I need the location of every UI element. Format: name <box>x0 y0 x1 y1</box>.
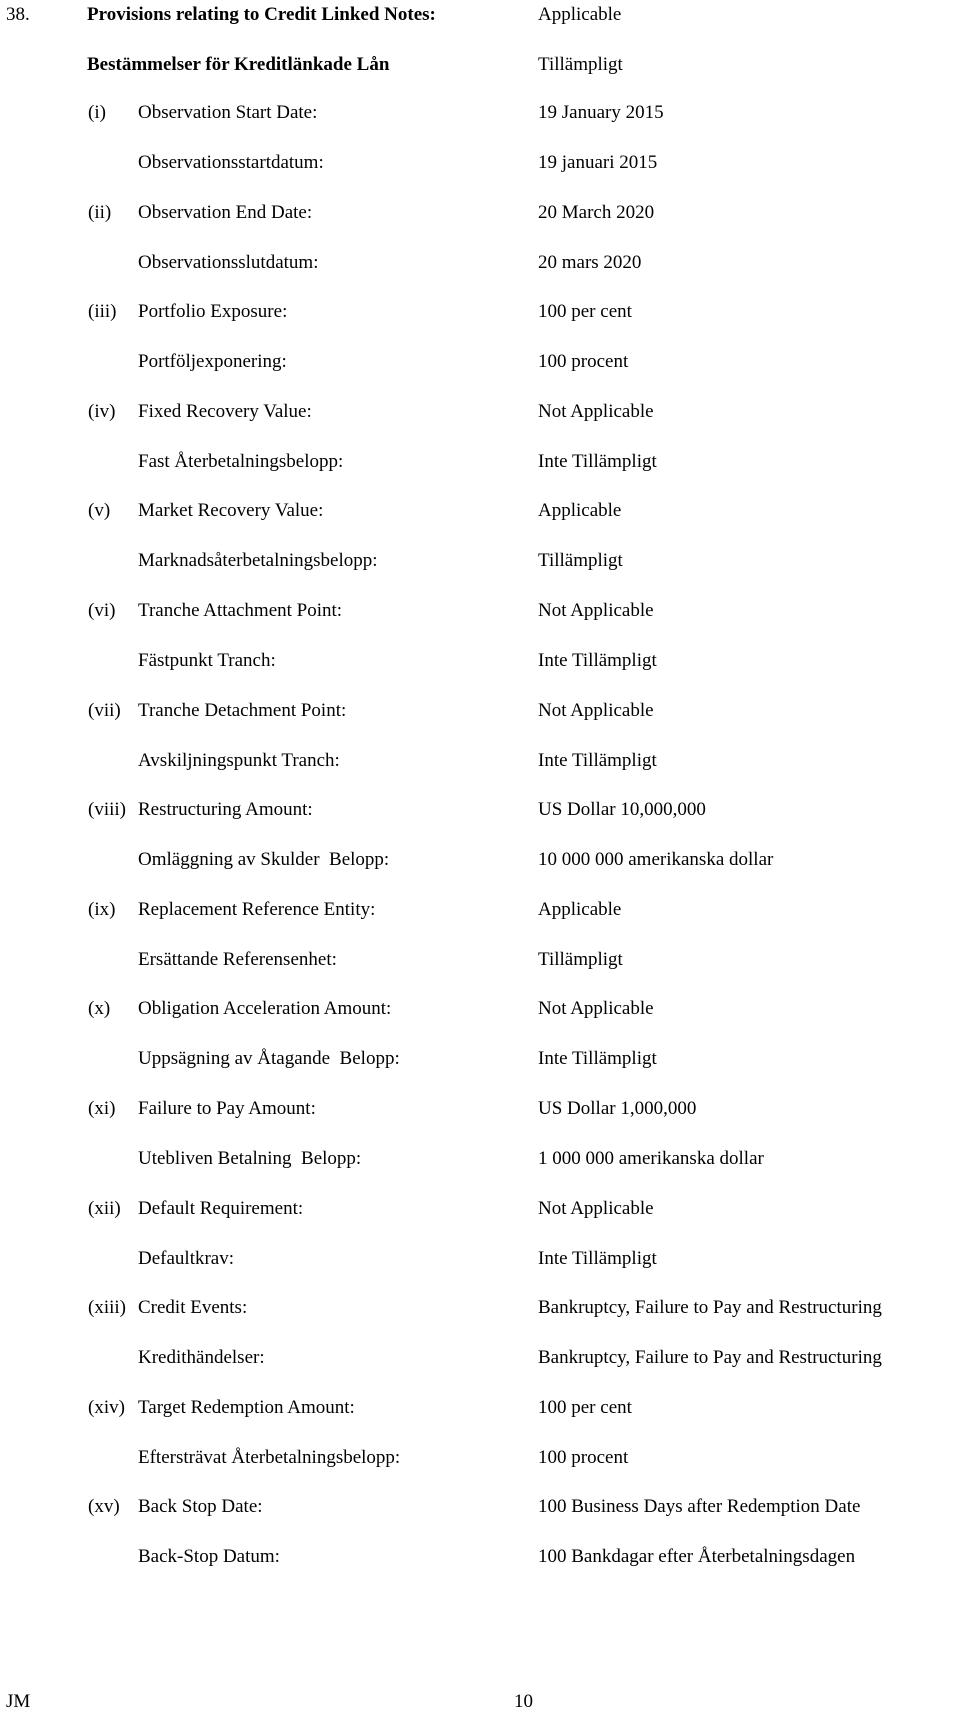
provision-row-english <box>0 1497 960 1521</box>
provision-label-english: Market Recovery Value: <box>138 500 324 522</box>
provision-row-english <box>0 1099 960 1123</box>
provision-row-swedish <box>0 950 960 974</box>
provision-row-swedish <box>0 1049 960 1073</box>
provision-label-swedish: Back-Stop Datum: <box>138 1546 280 1568</box>
provision-label-english: Tranche Attachment Point: <box>138 600 343 621</box>
provision-value-swedish: Inte Tillämpligt <box>538 650 657 671</box>
provision-value-english: Bankruptcy, Failure to Pay and Restructuring <box>538 1297 882 1319</box>
provision-value-english: 20 March 2020 <box>538 201 655 223</box>
provision-row-swedish <box>0 1149 960 1173</box>
provision-row-swedish <box>0 651 960 675</box>
provision-row-swedish <box>0 751 960 775</box>
provision-number: (vi) <box>88 600 116 621</box>
provision-value-swedish: 1 000 000 amerikanska dollar <box>538 1148 764 1169</box>
section-number: 38. <box>6 4 30 25</box>
provision-label-english: Tranche Detachment Point: <box>138 699 347 721</box>
provision-number: (xii) <box>88 1197 121 1219</box>
provision-row-english <box>0 103 960 127</box>
provision-label-english: Obligation Acceleration Amount: <box>138 998 392 1020</box>
provision-number: (iv) <box>88 400 116 422</box>
provision-row-english <box>0 1199 960 1223</box>
provision-row-swedish <box>0 850 960 874</box>
section-status-swedish: Tillämpligt <box>538 54 623 75</box>
provision-number: (ii) <box>88 201 112 223</box>
provision-number: (ix) <box>88 898 116 920</box>
provision-row-english <box>0 1398 960 1422</box>
provision-row-english <box>0 601 960 625</box>
provision-number: (xiii) <box>88 1297 126 1319</box>
provision-label-swedish: Observationsstartdatum: <box>138 152 324 173</box>
provision-label-swedish: Utebliven Betalning Belopp: <box>138 1148 362 1169</box>
provision-number: (xi) <box>88 1098 116 1119</box>
provision-label-swedish: Fästpunkt Tranch: <box>138 650 276 671</box>
provision-row-swedish <box>0 352 960 376</box>
provision-value-english: Not Applicable <box>538 699 654 721</box>
provision-value-swedish: Tillämpligt <box>538 948 623 970</box>
provision-value-swedish: Bankruptcy, Failure to Pay and Restructuring <box>538 1347 882 1369</box>
provision-label-english: Restructuring Amount: <box>138 799 313 821</box>
provision-row-swedish <box>0 253 960 277</box>
provision-value-english: US Dollar 10,000,000 <box>538 799 706 821</box>
provision-value-english: Not Applicable <box>538 400 654 422</box>
provision-row-swedish <box>0 1448 960 1472</box>
provision-value-english: 100 Business Days after Redemption Date <box>538 1496 861 1518</box>
provision-row-swedish <box>0 1249 960 1273</box>
provision-value-swedish: 20 mars 2020 <box>538 251 642 273</box>
provision-label-swedish: Defaultkrav: <box>138 1247 235 1269</box>
provision-row-english <box>0 900 960 924</box>
section-title-english: Provisions relating to Credit Linked Notes: <box>87 4 436 25</box>
provision-value-swedish: Inte Tillämpligt <box>538 1048 657 1070</box>
provision-label-english: Observation Start Date: <box>138 102 318 123</box>
provision-label-english: Observation End Date: <box>138 201 313 223</box>
provision-label-english: Replacement Reference Entity: <box>138 898 376 920</box>
provision-label-swedish: Observationsslutdatum: <box>138 251 319 273</box>
provision-label-english: Back Stop Date: <box>138 1496 263 1518</box>
provision-value-swedish: Inte Tillämpligt <box>538 450 657 472</box>
provision-label-swedish: Ersättande Referensenhet: <box>138 948 337 970</box>
provision-label-english: Target Redemption Amount: <box>138 1396 355 1418</box>
provision-number: (x) <box>88 998 111 1020</box>
provision-value-english: US Dollar 1,000,000 <box>538 1098 697 1119</box>
provision-row-swedish <box>0 1547 960 1571</box>
provision-label-swedish: Eftersträvat Återbetalningsbelopp: <box>138 1446 401 1468</box>
provision-label-swedish: Portföljexponering: <box>138 351 287 373</box>
provision-value-swedish: 10 000 000 amerikanska dollar <box>538 849 774 871</box>
provision-row-english <box>0 1298 960 1322</box>
section-title-swedish: Bestämmelser för Kreditlänkade Lån <box>87 54 390 75</box>
provision-value-swedish: 19 januari 2015 <box>538 152 658 173</box>
provision-value-english: Not Applicable <box>538 600 654 621</box>
provision-value-english: 19 January 2015 <box>538 102 664 123</box>
provision-number: (iii) <box>88 301 117 323</box>
provision-label-swedish: Avskiljningspunkt Tranch: <box>138 749 340 771</box>
provision-row-english <box>0 203 960 227</box>
provision-label-english: Failure to Pay Amount: <box>138 1098 316 1119</box>
provision-value-english: Not Applicable <box>538 1197 654 1219</box>
provision-row-swedish <box>0 452 960 476</box>
provision-value-swedish: 100 procent <box>538 351 629 373</box>
provision-label-english: Portfolio Exposure: <box>138 301 288 323</box>
provision-row-swedish <box>0 1348 960 1372</box>
provision-row-english <box>0 501 960 525</box>
provision-number: (xv) <box>88 1496 120 1518</box>
provision-label-english: Default Requirement: <box>138 1197 304 1219</box>
provision-row-english <box>0 800 960 824</box>
provision-value-english: Not Applicable <box>538 998 654 1020</box>
provision-row-english <box>0 302 960 326</box>
provision-value-swedish: 100 Bankdagar efter Återbetalningsdagen <box>538 1546 856 1568</box>
provision-value-swedish: Inte Tillämpligt <box>538 1247 657 1269</box>
provision-label-english: Fixed Recovery Value: <box>138 400 312 422</box>
provision-row-english <box>0 402 960 426</box>
provision-value-swedish: Tillämpligt <box>538 550 623 572</box>
provision-number: (vii) <box>88 699 121 721</box>
provision-number: (v) <box>88 500 111 522</box>
footer-initials: JM <box>6 1691 31 1712</box>
provision-number: (viii) <box>88 799 126 821</box>
provision-number: (i) <box>88 102 106 123</box>
provision-label-swedish: Uppsägning av Åtagande Belopp: <box>138 1048 400 1070</box>
footer-page-number: 10 <box>514 1691 533 1712</box>
provision-value-english: 100 per cent <box>538 301 632 323</box>
provision-label-swedish: Fast Återbetalningsbelopp: <box>138 450 344 472</box>
section-status-english: Applicable <box>538 4 622 25</box>
provision-number: (xiv) <box>88 1396 125 1418</box>
provision-value-swedish: Inte Tillämpligt <box>538 749 657 771</box>
provision-value-swedish: 100 procent <box>538 1446 629 1468</box>
provision-label-swedish: Kredithändelser: <box>138 1347 265 1369</box>
provision-row-swedish <box>0 153 960 177</box>
provision-label-english: Credit Events: <box>138 1297 248 1319</box>
provision-value-english: 100 per cent <box>538 1396 632 1418</box>
provision-row-english <box>0 999 960 1023</box>
provision-label-swedish: Omläggning av Skulder Belopp: <box>138 849 390 871</box>
provision-row-english <box>0 701 960 725</box>
provision-value-english: Applicable <box>538 898 622 920</box>
provision-label-swedish: Marknadsåterbetalningsbelopp: <box>138 550 378 572</box>
provision-row-swedish <box>0 551 960 575</box>
provision-value-english: Applicable <box>538 500 622 522</box>
